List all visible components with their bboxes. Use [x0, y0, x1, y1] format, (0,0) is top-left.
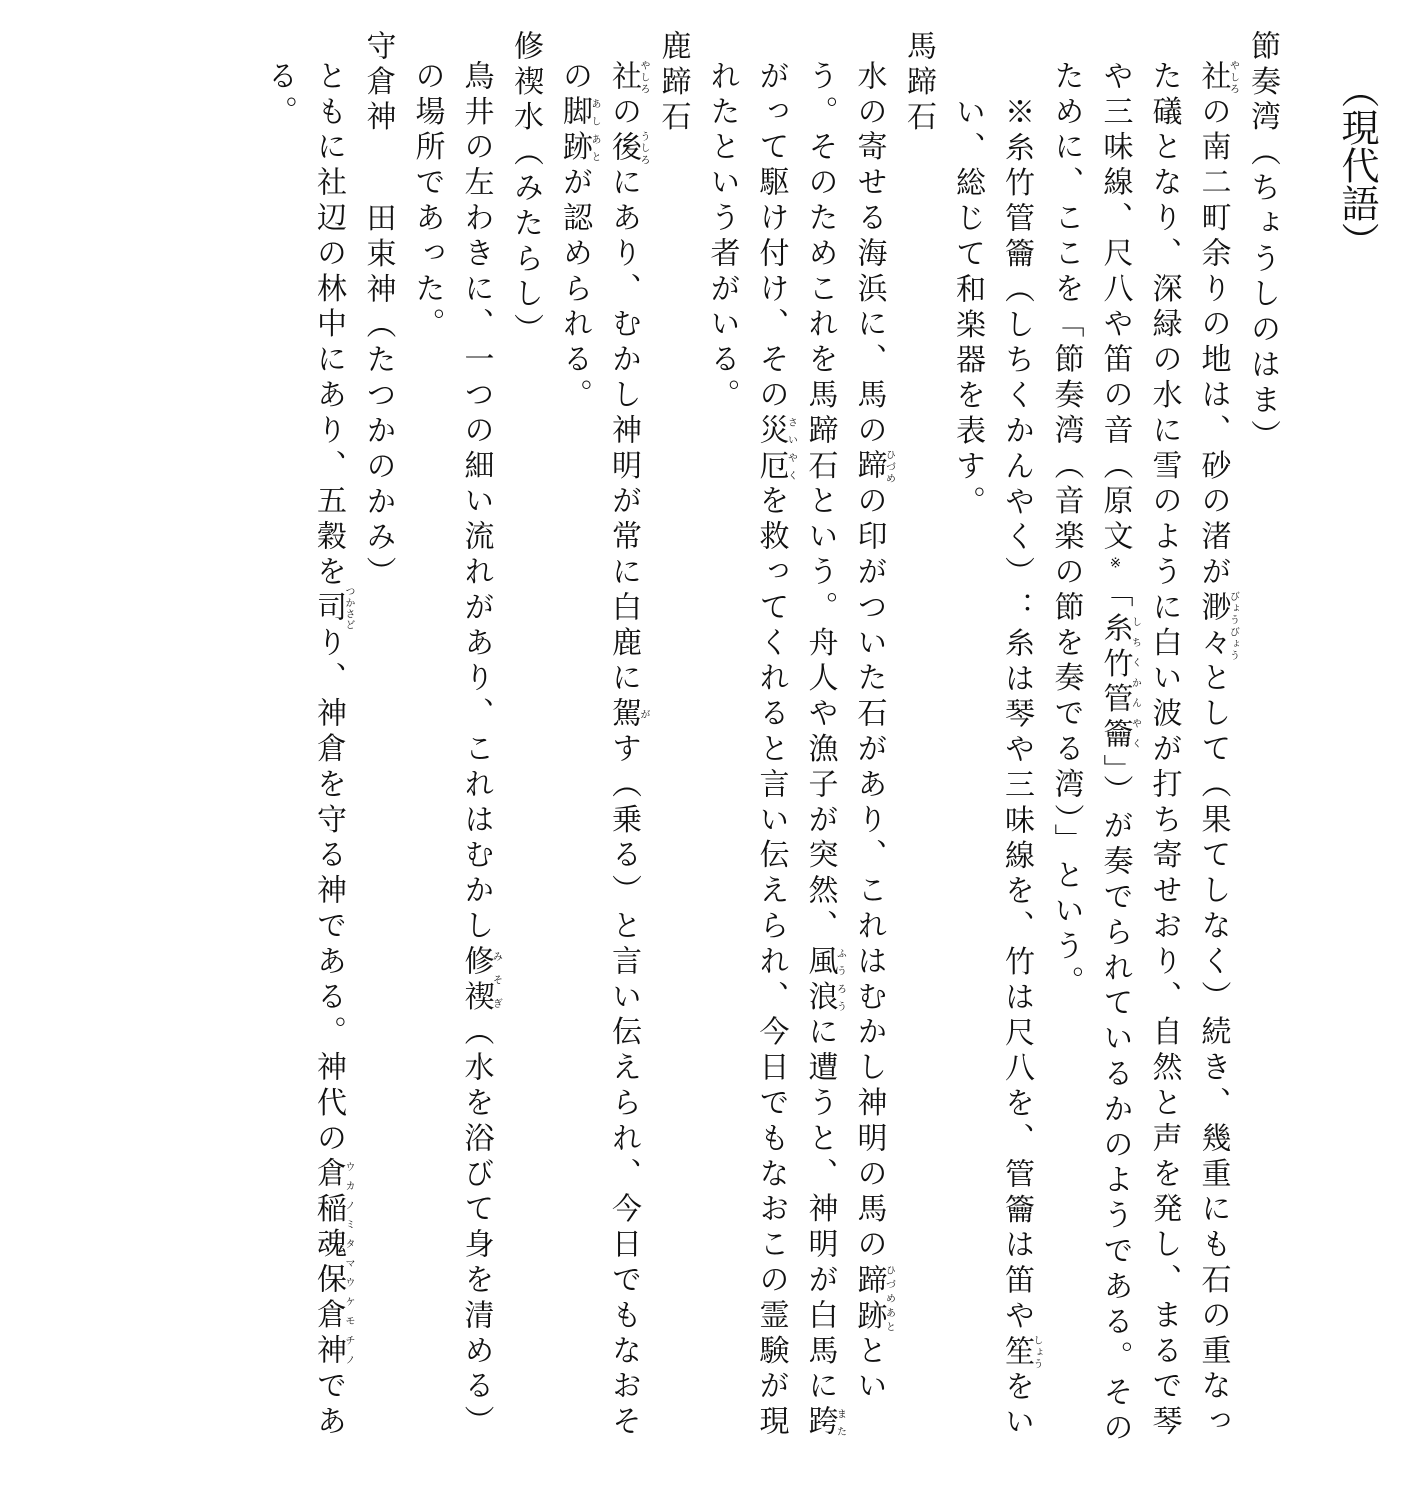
ruby-reading: が	[638, 697, 649, 733]
section-paragraph: 社やしろの南二町余りの地は、砂の渚が渺々びょうびょうとして（果てしなく）続き、幾重にも石の重なった礒となり、深緑の水に雪のように白い波が打ち寄せおり、自然と声を発し、まるで琴や三味線、尺八や笛の音（原文※「糸竹管籥しちくかんやく」）が奏でられているかのようである。そのために、ここを「節奏湾（音楽の節を奏でる湾）」という。	[1048, 60, 1239, 1448]
ruby-word: 糸竹管籥しちくかんやく	[1097, 612, 1141, 755]
ruby-word: 社やしろ	[606, 60, 649, 96]
ruby-reading: しょう	[1031, 1335, 1042, 1371]
ruby-reading: また	[834, 1405, 846, 1441]
footnote: ※糸竹管籥（しちくかんやく）：糸は琴や三味線を、竹は尺八を、管籥は笛や笙しょうをいい、総じて和楽器を表す。	[950, 96, 1042, 1442]
ruby-word: 跨また	[802, 1405, 846, 1441]
section-title: 守倉神田束神（たつかのかみ）	[360, 30, 396, 592]
page-heading: （現代語）	[1335, 70, 1379, 260]
ruby-reading: つかさど	[343, 586, 354, 632]
section-paragraph: 社やしろの後うしろにあり、むかし神明が常に白鹿に駕がす（乗る）と言い伝えられ、今日でもなおその脚跡あしあとが認められる。	[557, 60, 649, 1441]
section-title: 節奏湾（ちょうしのはま）	[1245, 30, 1280, 455]
ruby-word: 風浪ふうろう	[802, 945, 846, 1016]
section	[255, 30, 403, 1470]
ruby-word: 修禊みそぎ	[458, 945, 502, 1016]
ruby-reading: みそぎ	[490, 945, 502, 1016]
ruby-word: 脚跡あしあと	[557, 95, 600, 167]
ruby-reading: やしろ	[1227, 60, 1239, 96]
section-title: 鹿蹄石	[655, 30, 691, 137]
ruby-reading: しちくかんやく	[1129, 612, 1141, 755]
ruby-reading: あしあと	[589, 95, 600, 167]
section	[943, 30, 1287, 1470]
section	[550, 30, 698, 1470]
ruby-word: 社やしろ	[1195, 60, 1239, 96]
body-text	[255, 30, 1287, 1470]
ruby-reading: ひづめ	[883, 449, 895, 485]
ruby-reading: ふうろう	[834, 945, 846, 1016]
ruby-reading: さいやく	[785, 414, 797, 485]
ruby-word: 笙しょう	[999, 1335, 1042, 1371]
section-title: 修禊水（みたらし）	[508, 30, 543, 349]
ruby-word: 後うしろ	[606, 130, 649, 167]
ruby-word: 蹄跡ひづめあと	[851, 1263, 895, 1335]
ruby-word: 災厄さいやく	[753, 414, 797, 485]
ruby-word: 渺々びょうびょう	[1195, 591, 1239, 662]
ruby-word: 倉稲魂保倉神ウカノミタマウケモチノ	[311, 1157, 354, 1370]
section-paragraph: ともに社辺の林中にあり、五穀を司つかさどり、神倉を守る神である。神代の倉稲魂保倉神ウカノミタマウケモチノである。	[262, 60, 354, 1441]
section	[403, 30, 551, 1470]
ruby-reading: びょうびょう	[1227, 591, 1239, 662]
ruby-word: 駕が	[606, 697, 649, 733]
section-paragraph: 水の寄せる海浜に、馬の蹄ひづめの印がついた石があり、これはむかし神明の馬の蹄跡ひづめあとという。そのためこれを馬蹄石という。舟人や漁子が突然、風浪ふうろうに遭うと、神明が白馬に跨またがって駆け付け、その災厄さいやくを救ってくれると言い伝えられ、今日でもなおこの霊験が現れたという者がいる。	[704, 60, 895, 1441]
ruby-reading: ウカノミタマウケモチノ	[343, 1157, 354, 1370]
ruby-word: 司つかさど	[311, 586, 354, 632]
section-title: 馬蹄石	[901, 30, 936, 137]
ruby-reading: うしろ	[638, 130, 649, 167]
ruby-reading: やしろ	[638, 60, 649, 96]
section-paragraph: 鳥井の左わきに、一つの細い流れがあり、これはむかし修禊みそぎ（水を浴びて身を清める）の場所であった。	[409, 60, 502, 1441]
ruby-reading: ひづめあと	[883, 1263, 895, 1335]
section	[698, 30, 944, 1470]
ruby-word: 蹄ひづめ	[851, 449, 895, 485]
note-marker: ※	[1107, 555, 1124, 578]
